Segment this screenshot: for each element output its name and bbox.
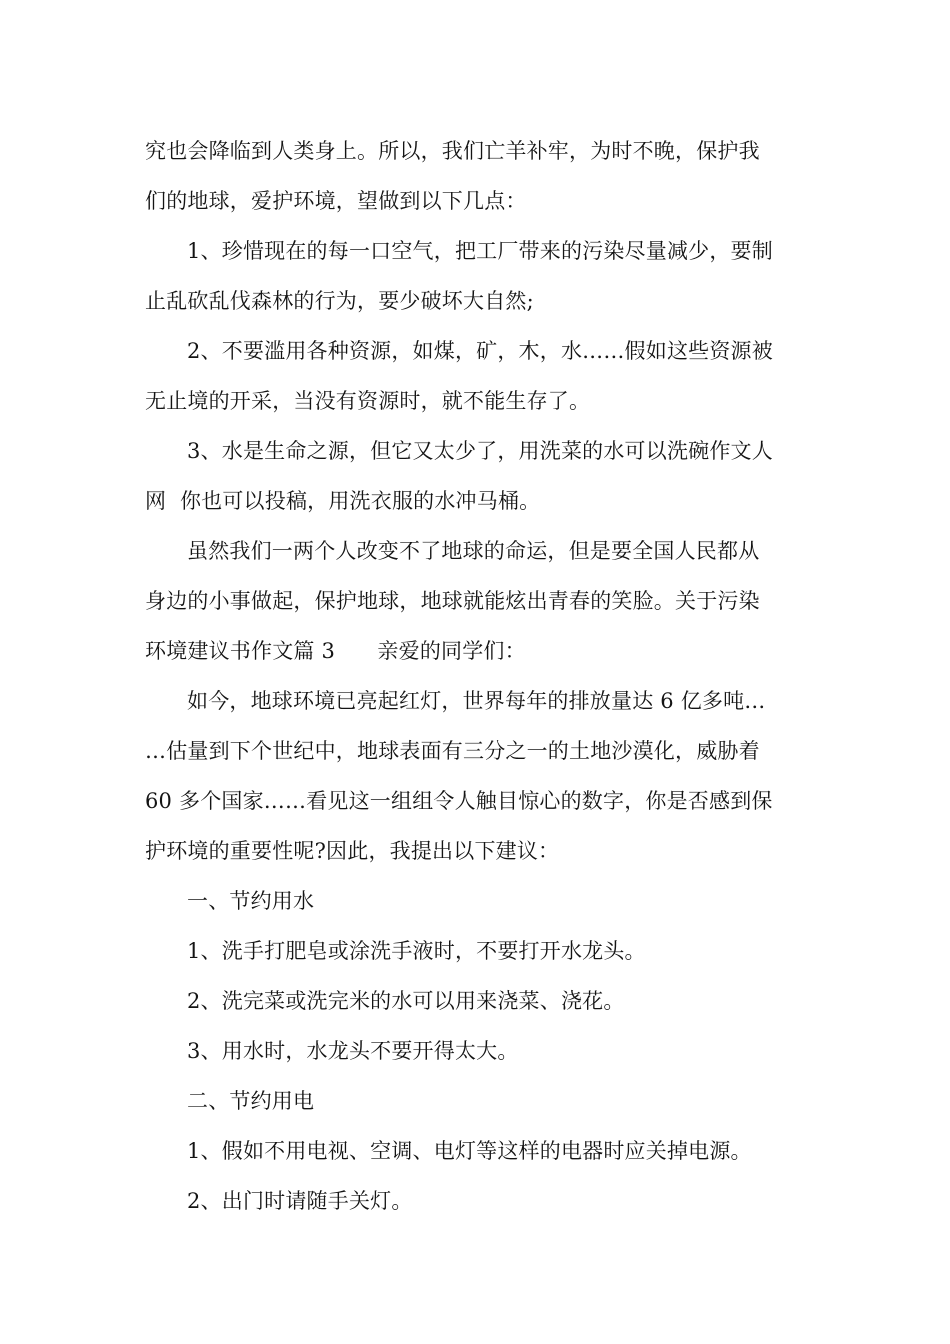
text-line: 护环境的重要性呢?因此，我提出以下建议：	[145, 839, 560, 863]
text-line: …估量到下个世纪中，地球表面有三分之一的土地沙漠化，威胁着	[145, 739, 760, 763]
text-line: 2、不要滥用各种资源，如煤，矿，木，水……假如这些资源被	[187, 339, 773, 363]
text-line: 1、珍惜现在的每一口空气，把工厂带来的污染尽量减少，要制	[187, 239, 773, 263]
text-line: 们的地球，爱护环境，望做到以下几点：	[145, 189, 527, 213]
text-line: 60 多个国家……看见这一组组令人触目惊心的数字，你是否感到保	[145, 789, 773, 813]
list-item: 1、洗手打肥皂或涂洗手液时，不要打开水龙头。	[187, 939, 646, 963]
text-line: 虽然我们一两个人改变不了地球的命运，但是要全国人民都从	[187, 539, 760, 563]
list-item: 1、假如不用电视、空调、电灯等这样的电器时应关掉电源。	[187, 1139, 752, 1163]
text-line: 环境建议书作文篇 3 亲爱的同学们：	[145, 639, 526, 663]
text-line: 3、水是生命之源，但它又太少了，用洗菜的水可以洗碗作文人	[187, 439, 773, 463]
section-heading: 一、节约用水	[187, 889, 315, 913]
list-item: 2、出门时请随手关灯。	[187, 1189, 413, 1213]
text-line: 无止境的开采，当没有资源时，就不能生存了。	[145, 389, 591, 413]
list-item: 2、洗完菜或洗完米的水可以用来浇菜、浇花。	[187, 989, 625, 1013]
text-line: 网 你也可以投稿，用洗衣服的水冲马桶。	[145, 489, 541, 513]
list-item: 3、用水时，水龙头不要开得太大。	[187, 1039, 519, 1063]
text-line: 如今，地球环境已亮起红灯，世界每年的排放量达 6 亿多吨…	[187, 689, 766, 713]
text-line: 止乱砍乱伐森林的行为，要少破坏大自然;	[145, 289, 534, 313]
section-heading: 二、节约用电	[187, 1089, 315, 1113]
text-line: 究也会降临到人类身上。所以，我们亡羊补牢，为时不晚，保护我	[145, 139, 760, 163]
text-line: 身边的小事做起，保护地球，地球就能炫出青春的笑脸。关于污染	[145, 589, 760, 613]
